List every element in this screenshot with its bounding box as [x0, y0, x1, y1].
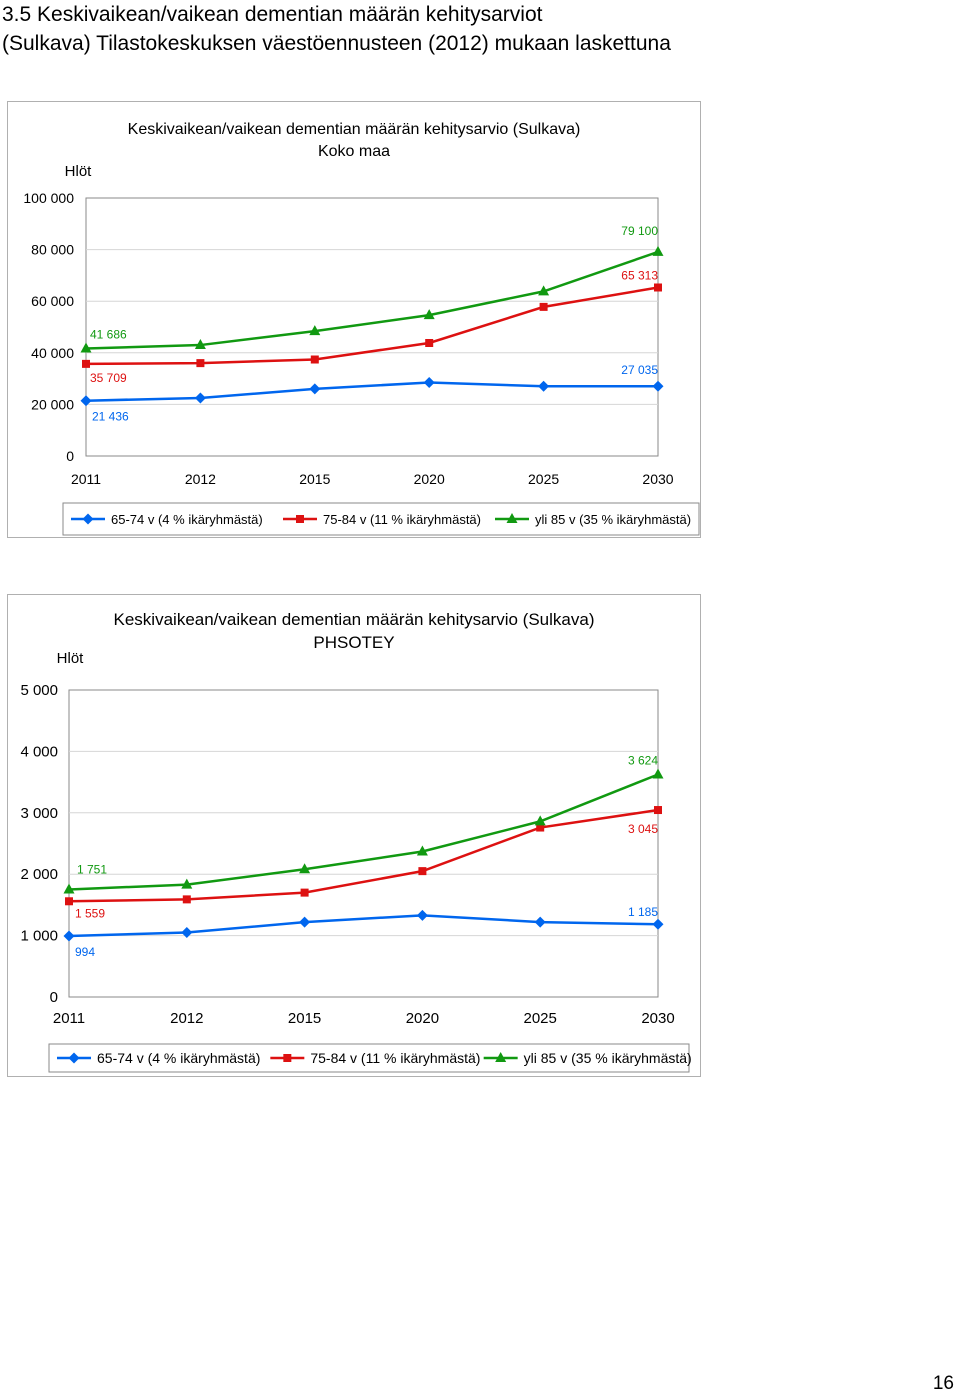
y-tick-label: 40 000	[31, 344, 74, 361]
x-tick-label: 2015	[299, 471, 331, 487]
chart-koko-maa	[7, 101, 701, 538]
plot-area	[69, 690, 658, 997]
data-label: 3 624	[627, 753, 658, 768]
data-point	[417, 910, 428, 921]
data-point	[183, 895, 191, 903]
series-1	[64, 910, 664, 942]
data-label: 27 035	[621, 363, 658, 378]
x-tick-label: 2020	[405, 1010, 440, 1027]
legend-marker	[296, 515, 304, 523]
series-3	[81, 246, 664, 353]
y-tick-label: 1 000	[20, 927, 58, 945]
series-2	[82, 283, 662, 367]
page-heading-line-1: 3.5 Keskivaikean/vaikean dementian määrän kehitysarviot	[2, 3, 543, 26]
data-point	[418, 867, 426, 875]
chart-phsotey-canvas	[8, 595, 700, 1076]
data-point	[653, 768, 664, 778]
y-tick-label: 0	[66, 448, 74, 464]
x-tick-label: 2020	[413, 471, 445, 487]
x-tick-label: 2011	[52, 1010, 86, 1027]
series-2	[65, 806, 662, 905]
legend-marker	[283, 1054, 291, 1062]
x-tick-label: 2012	[184, 471, 216, 487]
x-tick-label: 2030	[641, 1010, 675, 1027]
data-point	[654, 283, 662, 291]
data-label: 1 185	[627, 905, 658, 920]
data-point	[64, 930, 75, 941]
data-point	[65, 897, 73, 905]
y-tick-label: 60 000	[31, 293, 74, 310]
x-tick-label: 2025	[523, 1010, 557, 1027]
legend-label: 65-74 v (4 % ikäryhmästä)	[111, 512, 263, 527]
chart-title: Keskivaikean/vaikean dementian määrän kehitysarvio (Sulkava)	[127, 121, 581, 138]
data-label: 994	[75, 944, 96, 959]
y-axis-label: Hlöt	[56, 650, 84, 667]
y-tick-label: 80 000	[31, 241, 74, 258]
data-point	[425, 339, 433, 347]
series-line	[86, 382, 658, 400]
series-line	[86, 252, 658, 349]
x-tick-label: 2025	[528, 471, 560, 487]
chart-title: Keskivaikean/vaikean dementian määrän kehitysarvio (Sulkava)	[113, 610, 595, 629]
data-label: 79 100	[621, 223, 658, 238]
x-tick-label: 2012	[170, 1010, 204, 1027]
data-point	[653, 919, 664, 930]
chart-subtitle: PHSOTEY	[313, 633, 395, 652]
series-3	[64, 768, 664, 893]
data-point	[653, 381, 664, 392]
data-point	[311, 356, 319, 364]
data-point	[181, 927, 192, 938]
data-point	[309, 383, 320, 394]
legend-label: 75-84 v (11 % ikäryhmästä)	[323, 512, 481, 527]
data-point	[424, 377, 435, 388]
y-tick-label: 2 000	[20, 866, 58, 884]
data-point	[82, 360, 90, 368]
data-point	[654, 806, 662, 814]
legend-label: yli 85 v (35 % ikäryhmästä)	[523, 1050, 692, 1066]
legend-label: yli 85 v (35 % ikäryhmästä)	[535, 512, 692, 527]
data-label: 41 686	[90, 327, 127, 342]
chart-koko-maa-canvas	[8, 102, 700, 537]
page-number: 16	[932, 1373, 954, 1394]
data-label: 21 436	[92, 409, 129, 424]
chart-subtitle: Koko maa	[317, 143, 391, 160]
data-point	[653, 246, 664, 256]
x-tick-label: 2030	[642, 471, 674, 487]
y-tick-label: 5 000	[20, 682, 58, 699]
data-label: 65 313	[621, 268, 658, 283]
y-tick-label: 0	[49, 989, 58, 1006]
data-label: 3 045	[627, 822, 658, 837]
data-point	[196, 359, 204, 367]
data-point	[195, 392, 206, 403]
plot-area	[86, 198, 658, 456]
series-1	[81, 377, 664, 406]
data-point	[538, 381, 549, 392]
chart-phsotey	[7, 594, 701, 1077]
data-point	[540, 303, 548, 311]
x-tick-label: 2015	[287, 1010, 322, 1027]
y-tick-label: 3 000	[20, 804, 58, 822]
series-line	[69, 810, 658, 901]
legend-label: 75-84 v (11 % ikäryhmästä)	[310, 1050, 481, 1066]
data-label: 35 709	[90, 370, 127, 385]
legend-label: 65-74 v (4 % ikäryhmästä)	[97, 1050, 261, 1066]
y-tick-label: 100 000	[23, 190, 74, 206]
y-tick-label: 20 000	[31, 396, 74, 413]
data-label: 1 751	[77, 862, 108, 877]
y-axis-label: Hlöt	[64, 163, 92, 180]
page-heading	[2, 0, 671, 58]
y-tick-label: 4 000	[20, 743, 58, 761]
data-point	[299, 917, 310, 928]
data-label: 1 559	[75, 906, 106, 921]
x-tick-label: 2011	[70, 471, 102, 487]
page-heading-line-2: (Sulkava) Tilastokeskuksen väestöennusteen (2012) mukaan laskettuna	[2, 32, 671, 55]
data-point	[535, 917, 546, 928]
series-line	[69, 774, 658, 889]
data-point	[301, 889, 309, 897]
series-line	[69, 915, 658, 936]
